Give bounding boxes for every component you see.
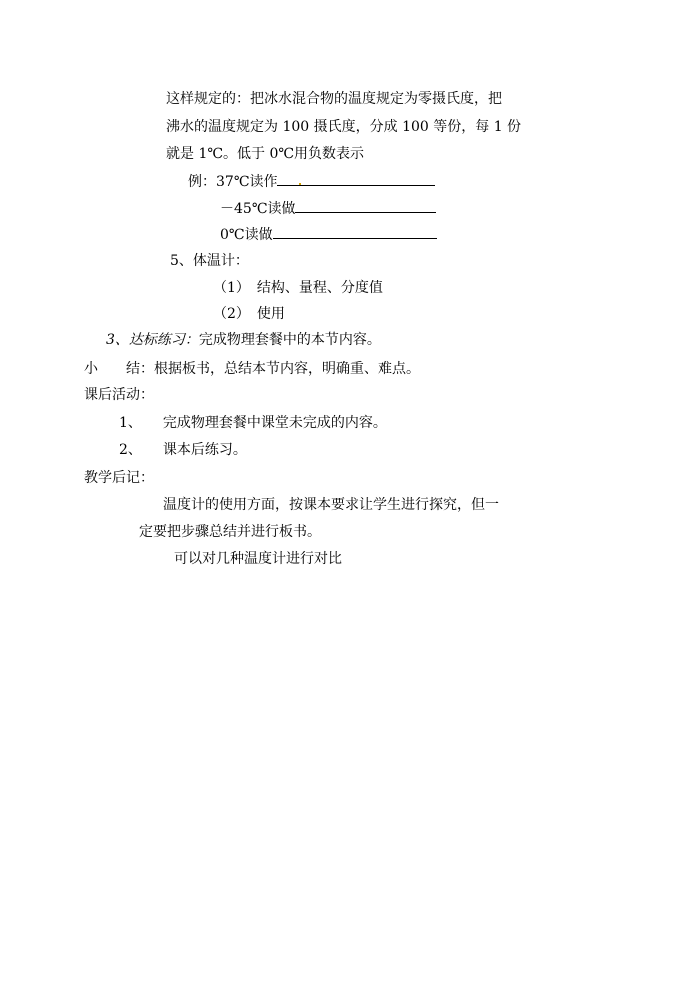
example-3-text: 0℃读做 (220, 227, 273, 243)
teaching-notes-line-1: 温度计的使用方面，按课本要求让学生进行探究，但一 (163, 497, 499, 513)
summary-line: 小 结：根据板书，总结本节内容，明确重、难点。 (84, 361, 420, 377)
paragraph-line-3: 就是 1℃。低于 0℃用负数表示 (166, 146, 365, 162)
after-class-item-1: 1、 完成物理套餐中课堂未完成的内容。 (119, 415, 387, 431)
example-2-text: －45℃读做 (220, 201, 296, 217)
example-1-blank (277, 171, 435, 186)
teaching-notes-line-2: 定要把步骤总结并进行板书。 (139, 524, 321, 540)
item-5-sub-2: （2） 使用 (213, 306, 285, 322)
teaching-notes-line-3: 可以对几种温度计进行对比 (174, 551, 342, 567)
example-2-blank (295, 198, 436, 213)
paragraph-line-1: 这样规定的：把冰水混合物的温度规定为零摄氏度，把 (166, 91, 502, 107)
example-1-text: 37℃读作 (216, 174, 278, 190)
stray-mark (299, 183, 301, 185)
section-3-text: 完成物理套餐中的本节内容。 (198, 332, 381, 348)
example-prefix: 例： (188, 174, 216, 190)
section-3-label: 3、达标练习： (106, 332, 199, 348)
example-3-blank (273, 224, 437, 239)
example-row-3 (220, 224, 437, 244)
item-5-heading: 5、体温计： (170, 253, 249, 269)
example-row-2 (220, 198, 436, 218)
after-class-item-2: 2、 课本后练习。 (119, 442, 247, 458)
section-3-line (106, 331, 381, 349)
teaching-notes-heading: 教学后记： (84, 470, 154, 486)
item-5-sub-1: （1） 结构、量程、分度值 (213, 280, 383, 296)
example-row-1 (188, 171, 435, 191)
after-class-heading: 课后活动： (84, 387, 154, 403)
paragraph-line-2: 沸水的温度规定为 100 摄氏度，分成 100 等份，每 1 份 (166, 119, 522, 135)
